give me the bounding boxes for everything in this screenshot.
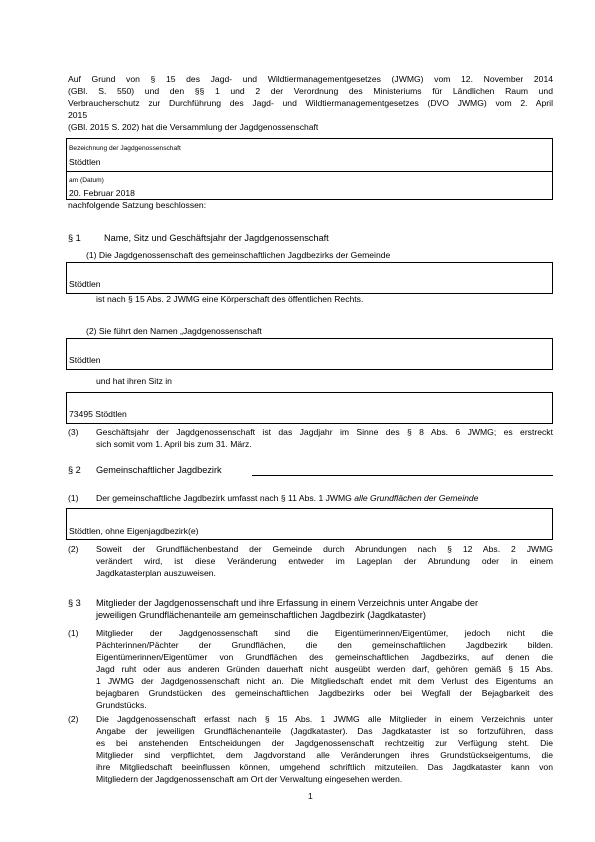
date-field[interactable]: 20. Februar 2018 [69, 188, 135, 198]
hunting-district-value: Stödtlen, ohne Eigenjagdbezirk(e) [69, 526, 199, 536]
section-3-para-2-line-5: ihre Mitgliedschaft beeinflussen können, umgehend schriftlich mitzuteilen. Das Jagdkataster kann von [96, 762, 553, 772]
section-3-para-2-line-3: es bei anstehenden Entscheidungen der Jagdgenossenschaft rechtzeitig zur Verfügung steht. Die [96, 738, 553, 748]
section-3-para-1-line-5: 1 JWMG der Jagdgenossenschaft nicht an. Die Mitgliedschaft endet mit dem Verlust des Eigentums an [96, 676, 553, 686]
section-3-para-2-line-2: Angabe der jeweiligen Grundflächenanteile (Jagdkataster). Das Jagdkataster ist so fortzuführen, dass [96, 726, 553, 736]
section-2-underline [252, 475, 553, 476]
section-2-para-1 [96, 493, 478, 504]
section-3-title-line-2: jeweiligen Grundflächenanteile am gemeinschaftlichen Jagdbezirk (Jagdkataster) [96, 610, 426, 620]
section-2-para-2-number: (2) [68, 544, 79, 554]
section-1-para-3-line-2: sich somit vom 1. April bis zum 31. März. [96, 439, 252, 449]
intro-line-3: Verbraucherschutz zur Durchführung des Jagd- und Wildtiermanagementgesetzes (DVO JWMG) vom 2. April [68, 98, 553, 108]
section-3-para-1-line-7: Grundstücks. [96, 700, 147, 710]
intro-line-1: Auf Grund von § 15 des Jagd- und Wildtiermanagementgesetzes (JWMG) vom 12. November 2014 [68, 74, 553, 84]
section-2-number: § 2 [68, 465, 81, 475]
association-name-field[interactable]: Stödtlen [69, 157, 101, 167]
section-2-title: Gemeinschaftlicher Jagdbezirk [96, 465, 222, 475]
municipality-field[interactable] [66, 262, 553, 294]
section-1-para-3-line-1: Geschäftsjahr der Jagdgenossenschaft ist das Jagdjahr im Sinne des § 8 Abs. 6 JWMG; es erstreckt [96, 427, 553, 437]
association-form-box [66, 138, 553, 200]
section-3-para-1-line-2: Pächterinnen/Pächter der Grundflächen, die den gemeinschaftlichen Jagdbezirk bilden. [96, 640, 553, 650]
section-2-para-2-line-1: Soweit der Grundflächenbestand der Gemeinde durch Abrundungen nach § 12 Abs. 2 JWMG [96, 544, 553, 554]
form-divider [67, 171, 552, 172]
association-name-input[interactable] [66, 338, 553, 370]
section-2-para-1-number: (1) [68, 493, 79, 503]
section-3-number: § 3 [68, 598, 81, 608]
date-label: am (Datum) [69, 177, 104, 184]
section-3-para-1-line-6: bejagbaren Grundstücken des gemeinschaftlichen Jagdbezirks oder bei Wegfall der Bejagbarkeit des [96, 688, 553, 698]
section-1-number: § 1 [68, 233, 81, 243]
section-3-para-2-line-1: Die Jagdgenossenschaft erfasst nach § 15 Abs. 1 JWMG alle Mitglieder in einem Verzeichnis unter [96, 714, 553, 724]
section-2-para-2-line-2: verändert wird, ist diese Veränderung entweder im Lageplan der Abrundung oder in einem [96, 556, 553, 566]
intro-line-5: (GBl. 2015 S. 202) hat die Versammlung der Jagdgenossenschaft [68, 122, 319, 132]
intro-line-2: (GBl. S. 550) und den §§ 1 und 2 der Verordnung des Ministeriums für Ländlichen Raum und [68, 86, 553, 96]
section-2-para-2-line-3: Jagdkatasterplan auszuweisen. [96, 568, 216, 578]
section-2-para-1-text: Der gemeinschaftliche Jagdbezirk umfasst nach § 11 Abs. 1 JWMG [96, 493, 352, 503]
section-1-title: Name, Sitz und Geschäftsjahr der Jagdgenossenschaft [104, 233, 329, 243]
section-1-para-1: (1) Die Jagdgenossenschaft des gemeinschaftlichen Jagdbezirks der Gemeinde [86, 250, 391, 260]
intro-line-4: 2015 [68, 110, 88, 120]
association-name-label: Bezeichnung der Jagdgenossenschaft [69, 145, 181, 152]
section-3-para-2-line-4: Mitglieder sind verpflichtet, dem Jagdvorstand alle Veränderungen ihres Grundstückseigentums, die [96, 750, 553, 760]
seat-field[interactable] [66, 392, 553, 424]
page-number: 1 [308, 791, 313, 801]
section-3-title-line-1: Mitglieder der Jagdgenossenschaft und ihre Erfassung in einem Verzeichnis unter Angabe der [96, 598, 479, 608]
section-1-para-2: (2) Sie führt den Namen „Jagdgenossenschaft [86, 326, 262, 336]
section-1-para-1-cont: ist nach § 15 Abs. 2 JWMG eine Körperschaft des öffentlichen Rechts. [96, 294, 364, 304]
section-3-para-1-number: (1) [68, 628, 79, 638]
after-fields-text: nachfolgende Satzung beschlossen: [68, 200, 207, 210]
municipality-value: Stödtlen [69, 279, 101, 289]
section-3-para-1-line-4: Jagd ruht oder aus anderen Gründen dauerhaft nicht ausgeübt werden darf, gehören gemäß § 15 Abs. [96, 664, 553, 674]
seat-value: 73495 Stödtlen [69, 409, 127, 419]
association-name-value: Stödtlen [69, 355, 101, 365]
hunting-district-field[interactable] [66, 508, 553, 540]
section-3-para-1-line-3: Eigentümerinnen/Eigentümer von Grundflächen des gemeinschaftlichen Jagdbezirks, auf denen die [96, 652, 553, 662]
section-3-para-1-line-1: Mitglieder der Jagdgenossenschaft sind die Eigentümerinnen/Eigentümer, jedoch nicht die [96, 628, 553, 638]
section-2-para-1-italic: alle Grundflächen der Gemeinde [354, 493, 479, 503]
section-3-para-2-number: (2) [68, 714, 79, 724]
section-3-para-2-line-6: Mitgliedern der Jagdgenossenschaft am Ort der Verwaltung eingesehen werden. [96, 774, 403, 784]
section-1-para-3-number: (3) [68, 427, 79, 437]
section-1-para-2-cont: und hat ihren Sitz in [96, 376, 172, 386]
